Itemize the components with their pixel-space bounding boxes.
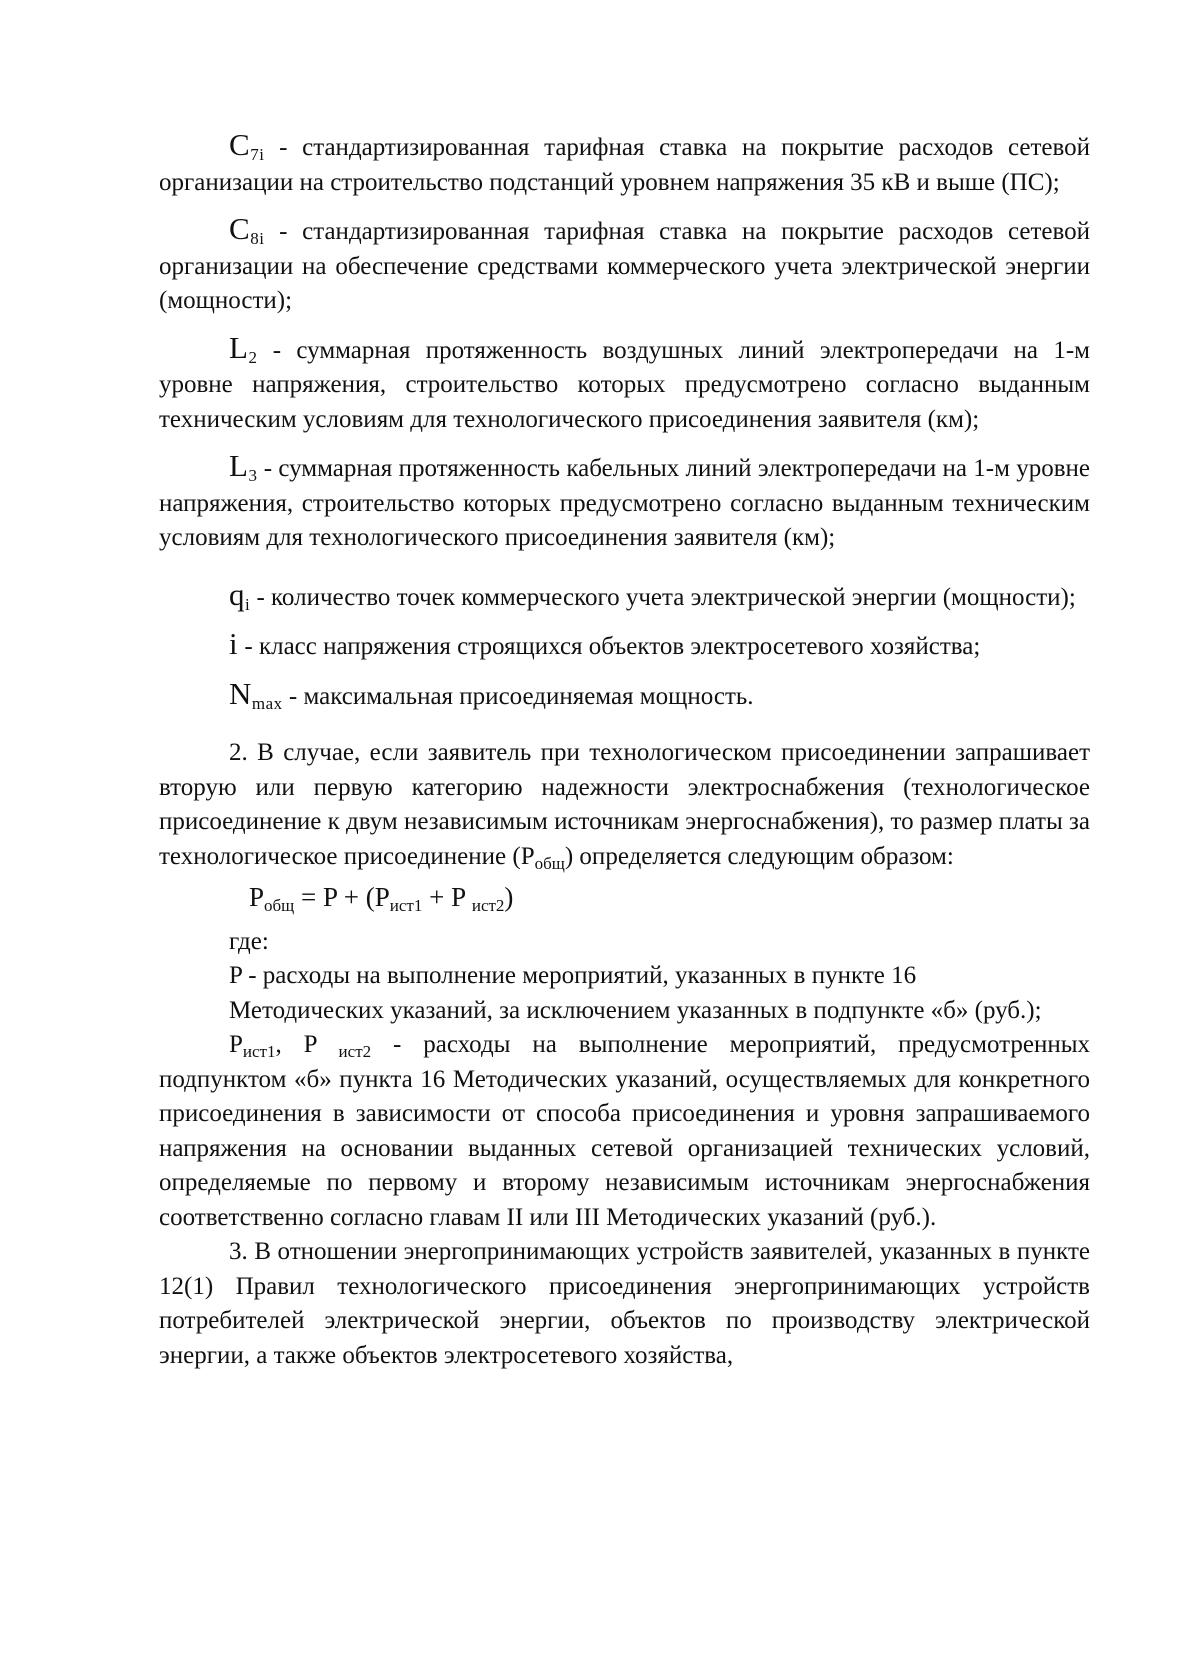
section-3-text: 3. В отношении энергопринимающих устройств заявителей, указанных в пункте 12(1) Правил технологического присоединения энергопринимающих устройств потребителей электрической энергии, объектов по производству электрической энергии, а также объектов электросетевого хозяйства, <box>159 1238 1090 1369</box>
definition-l2: $L_2$ - суммарная протяженность воздушных линий электропередачи на 1-м уровне напряжения, строительство которых предусмотрено согласно выданным техническим условиям для технологического присоединения заявителя (км); <box>159 329 1090 433</box>
document-body <box>159 128 1090 1373</box>
definition-i: i - класс напряжения строящихся объектов электросетевого хозяйства; <box>229 626 981 661</box>
symbol: $C_{8i}$ <box>229 211 265 248</box>
symbol: $N_{max}$ <box>229 675 283 713</box>
definition-p-ist: $P_{ист1}$, P $_{ист2}$ - расходы на выполнение мероприятий, предусмотренных подпунктом «б» пункта 16 Методических указаний, осуществляемых для конкретного присоединения в зависимости от способа присоединения и уровня запрашиваемого напряжения на основании выданных сетевой организацией технических условий, определяемые по первому и второму независимым источникам энергоснабжения соответственно согласно главам II или III Методических указаний (руб.). <box>159 1031 1090 1231</box>
definition-nmax: $N_{max}$ - максимальная присоединяемая мощность. <box>229 675 754 713</box>
symbol: $q_i$ <box>229 576 251 614</box>
symbol: $L_3$ <box>229 448 258 485</box>
section-2-intro: 2. В случае, если заявитель при технологическом присоединении запрашивает вторую или первую категорию надежности электроснабжения (технологическое присоединение к двум независимым источникам энергоснабжения), то размер платы за технологическое присоединение $(P_{общ})$ определяется следующим образом: <box>159 739 1090 873</box>
definition-p: P - расходы на выполнение мероприятий, указанных в пункте 16 <box>229 962 917 989</box>
symbol: $C_{7i}$ <box>229 127 265 164</box>
formula-p-total: $P_{общ} = P + (P_{ист1} + P$ $_{ист2}$) <box>249 882 514 915</box>
where-label: где: <box>229 927 269 955</box>
definition-c7i: $C_{7i}$ - стандартизированная тарифная ставка на покрытие расходов сетевой организации на строительство подстанций уровнем напряжения 35 кВ и выше (ПС); <box>159 127 1090 196</box>
definition-c8i: $C_{8i}$ - стандартизированная тарифная ставка на покрытие расходов сетевой организации на обеспечение средствами коммерческого учета электрической энергии (мощности); <box>159 211 1090 314</box>
symbol: i <box>229 626 239 661</box>
definition-p-continued: Методических указаний, за исключением указанных в подпункте «б» (руб.); <box>229 996 1042 1024</box>
symbol: $L_2$ <box>229 329 258 367</box>
definition-l3: $L_3$ - суммарная протяженность кабельных линий электропередачи на 1-м уровне напряжения, строительство которых предусмотрено согласно выданным техническим условиям для технологического присоединения заявителя (км); <box>159 448 1090 551</box>
definition-qi: $q_i$ - количество точек коммерческого учета электрической энергии (мощности); <box>229 576 1076 614</box>
